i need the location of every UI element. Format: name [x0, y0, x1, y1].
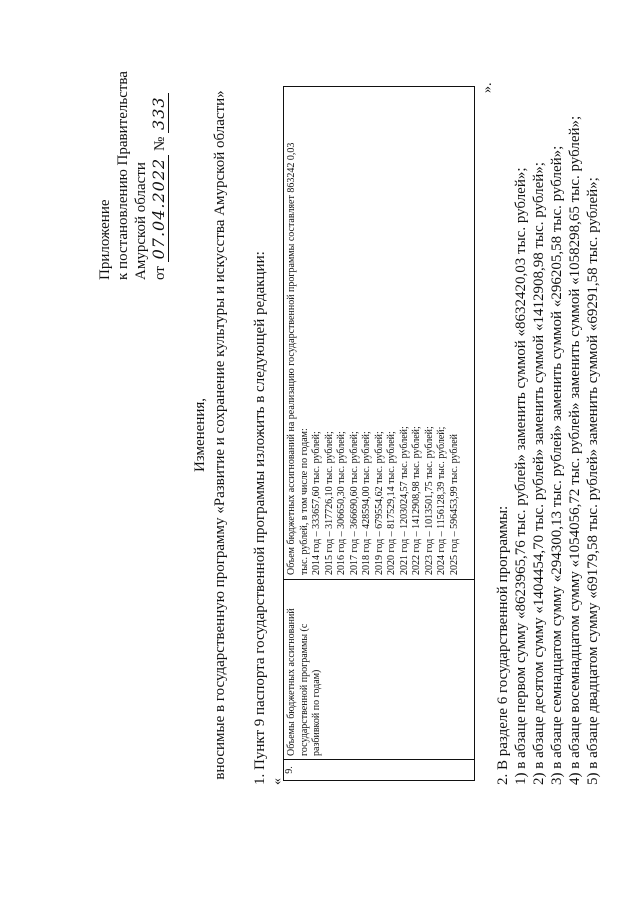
number-prefix: № [152, 136, 168, 152]
section6-item: 2) в абзаце десятом сумму «1404454,70 тыс. рублей» заменить суммой «1412908,98 тыс. рублей»; [531, 162, 547, 785]
table-value-line: 2023 год – 1013501,75 тыс. рублей; [423, 426, 435, 575]
table-value-line: 2022 год – 1412908,98 тыс. рублей; [411, 426, 422, 575]
passport-table [283, 86, 475, 781]
table-value-line: 2024 год – 1156128,39 тыс. рублей; [436, 426, 447, 575]
table-value-line: 2017 год – 366690,60 тыс. рублей; [348, 431, 360, 575]
table-value-line: 2021 год – 1203024,57 тыс. рублей; [398, 426, 410, 575]
section6-block [494, 116, 602, 785]
handwritten-number: 333 [149, 93, 169, 133]
table-value-line: 2014 год – 333657,60 тыс. рублей; [311, 431, 322, 575]
point1-text: 1. Пункт 9 паспорта государственной программы изложить в следующей редакции: [252, 251, 268, 785]
table-value-line: 2025 год – 596453,99 тыс. рублей [448, 433, 460, 575]
section6-item: 4) в абзаце восемнадцатом сумму «1054056,72 тыс. рублей» заменить суммой «1058298,65 тыс. рублей»; [567, 115, 583, 785]
table-value-line: Объем бюджетных ассигнований на реализацию государственной программы составляет 863242 0,03 [286, 142, 297, 575]
table-value-line: 2020 год – 817529,14 тыс. рублей; [386, 431, 397, 575]
table-value-line: тыс. рублей, в том числе по годам: [298, 428, 310, 575]
table-row-number: 9. [284, 759, 474, 780]
section6-item: 1) в абзаце первом сумму «8623965,76 тыс. рублей» заменить суммой «8632420,03 тыс. рублей»; [513, 167, 529, 785]
handwritten-date: 07.04.2022 [149, 155, 169, 263]
appendix-date-line [150, 71, 169, 280]
document-subtitle: вносимые в государственную программу «Развитие и сохранение культуры и искусства Амурской области» [212, 90, 228, 780]
date-prefix: от [152, 266, 168, 280]
table-value-line: 2016 год – 306650,30 тыс. рублей; [336, 431, 347, 575]
appendix-title: Приложение [97, 199, 113, 280]
appendix-region-line: Амурской области [133, 162, 149, 280]
quote-close: ». [480, 82, 495, 93]
table-value-line: 2015 год – 317726,10 тыс. рублей; [323, 431, 335, 575]
document-title: Изменения, [192, 397, 208, 473]
section6-item: 5) в абзаце двадцатом сумму «69179,58 тыс. рублей» заменить суммой «69291,58 тыс. рублей»; [585, 177, 601, 785]
table-row-values [284, 87, 474, 579]
appendix-block [96, 71, 169, 280]
section6-item: 3) в абзаце семнадцатом сумму «294300,13 тыс. рублей» заменить суммой «296205,58 тыс. рублей»; [549, 145, 565, 785]
table-row-label: Объемы бюджетных ассигнований государственной программы (с разбивкой по годам) [284, 579, 474, 760]
quote-open: « [270, 778, 285, 785]
table-value-line: 2019 год – 679554,62 тыс. рублей; [373, 431, 385, 575]
section6-heading: 2. В разделе 6 государственной программы: [495, 505, 511, 785]
appendix-resolution-line: к постановлению Правительства [115, 71, 131, 280]
table-value-line: 2018 год – 428594,00 тыс. рублей; [361, 431, 372, 575]
